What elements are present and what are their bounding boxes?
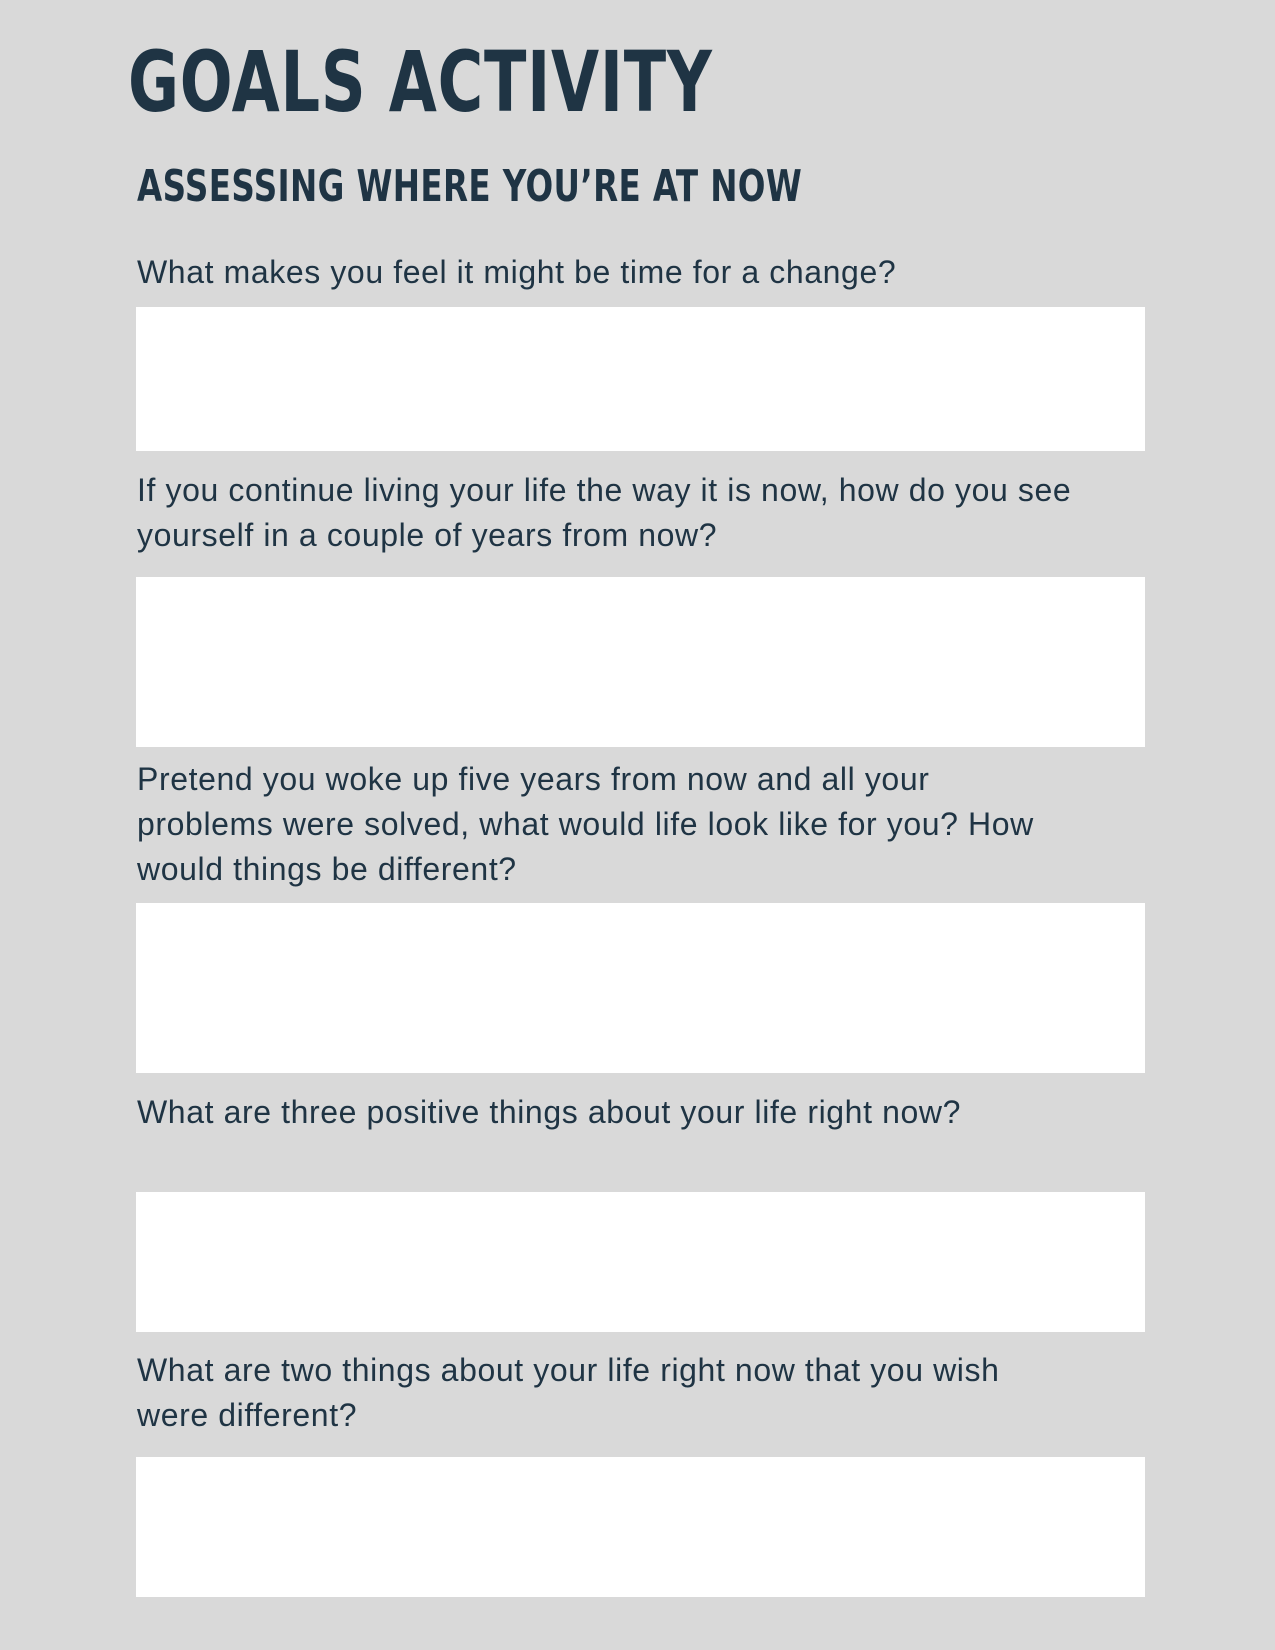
question-2: If you continue living your life the way it is now, how do you see yourself in a couple of years from now? <box>137 472 1072 553</box>
answer-field-3[interactable] <box>136 903 1145 1073</box>
answer-field-4[interactable] <box>136 1192 1145 1332</box>
answer-field-5[interactable] <box>136 1457 1145 1597</box>
answer-field-1[interactable] <box>136 307 1145 451</box>
page-title: GOALS ACTIVITY <box>128 33 713 131</box>
question-4: What are three positive things about your life right now? <box>137 1094 961 1130</box>
question-3: Pretend you woke up five years from now and all your problems were solved, what would life look like for you? How would things be different? <box>137 761 1034 887</box>
answer-field-2[interactable] <box>136 577 1145 747</box>
question-1: What makes you feel it might be time for a change? <box>137 254 897 290</box>
question-5: What are two things about your life right now that you wish were different? <box>137 1352 1000 1433</box>
section-subtitle: ASSESSING WHERE YOU’RE AT NOW <box>137 161 803 212</box>
